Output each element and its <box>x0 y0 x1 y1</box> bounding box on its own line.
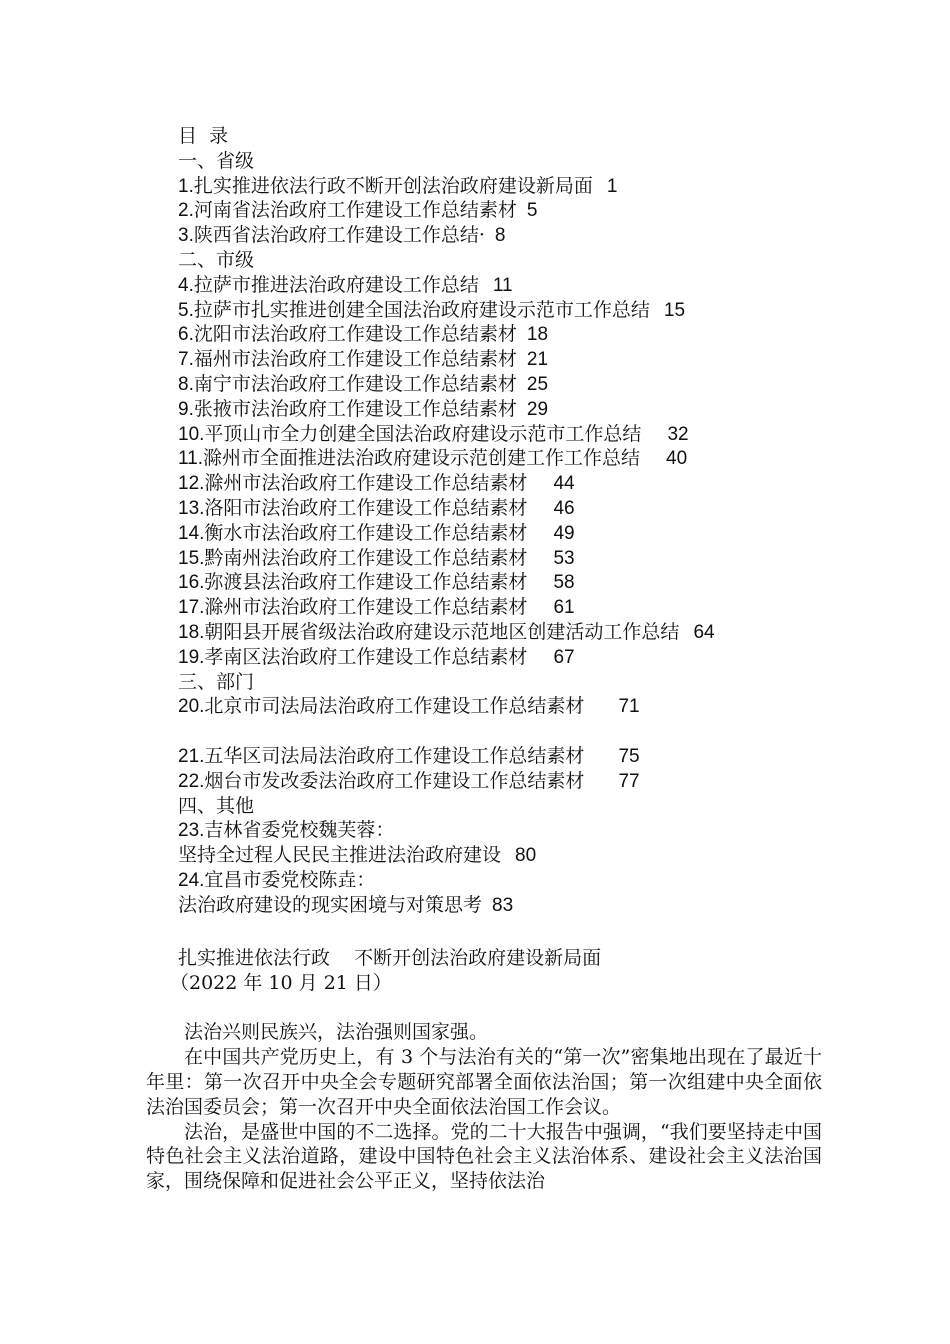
article-title: 扎实推进依法行政 不断开创法治政府建设新局面 <box>178 947 602 969</box>
toc-entry[interactable] <box>178 298 838 323</box>
toc-entry-title: 扎实推进依法行政不断开创法治政府建设新局面 <box>193 174 593 197</box>
toc-entry-title: 滁州市法治政府工作建设工作总结素材 <box>204 596 528 619</box>
toc-entry-number: 19. <box>178 646 205 668</box>
article-body <box>146 946 822 1194</box>
toc-entry-number: 16. <box>178 572 205 594</box>
toc-entry[interactable] <box>178 645 838 670</box>
toc-entry-page: 32 <box>667 423 689 445</box>
toc-entry-page: 75 <box>618 745 640 767</box>
toc-entry[interactable] <box>178 521 838 546</box>
toc-entry-title: 陕西省法治政府工作建设工作总结· <box>193 224 485 247</box>
toc-entry-title: 衡水市法治政府工作建设工作总结素材 <box>204 521 528 544</box>
toc-entry[interactable] <box>178 471 838 496</box>
toc-entry-number: 3. <box>178 225 194 247</box>
toc-entry-title: 拉萨市扎实推进创建全国法治政府建设示范市工作总结 <box>193 298 650 321</box>
toc-section-heading: 二、市级 <box>178 248 255 271</box>
toc-entry[interactable] <box>178 273 838 298</box>
toc-entry-page: 15 <box>663 299 686 321</box>
toc-entry-title: 滁州市全面推进法治政府建设示范创建工作工作总结 <box>203 447 641 470</box>
toc-section-heading: 四、其他 <box>178 794 255 817</box>
toc-entry-title: 北京市司法局法治政府工作建设工作总结素材 <box>204 695 585 718</box>
toc-entry-page: 11 <box>492 274 513 296</box>
toc-entry[interactable] <box>178 174 838 199</box>
toc-entry-page: 61 <box>553 597 575 619</box>
paragraph: 法治，是盛世中国的不二选择。党的二十大报告中强调，“我们要坚持走中国特色社会主义法治道路，建设中国特色社会主义法治体系、建设社会主义法治国家，围绕保障和促进社会公平正义，坚持依法治 <box>146 1120 822 1193</box>
toc-entry-title: 洛阳市法治政府工作建设工作总结素材 <box>204 496 528 519</box>
toc-entry[interactable] <box>178 496 838 521</box>
toc-entry[interactable] <box>178 620 838 645</box>
toc-entry-number: 21. <box>178 745 205 767</box>
toc-entry-page: 58 <box>553 572 575 594</box>
toc-entry[interactable] <box>178 595 838 620</box>
toc-entry[interactable] <box>178 397 838 422</box>
toc-entry-page: 44 <box>553 473 575 495</box>
toc-entry-page: 77 <box>618 770 640 792</box>
toc-entry-title: 南宁市法治政府工作建设工作总结素材 <box>193 372 517 395</box>
toc-entry-subtitle[interactable] <box>178 843 838 868</box>
toc-entry-subtitle-text: 坚持全过程人民民主推进法治政府建设 <box>178 844 502 867</box>
toc-entry[interactable] <box>178 446 838 471</box>
toc-entry-page: 46 <box>553 497 575 519</box>
toc-entry-subtitle[interactable] <box>178 893 838 918</box>
toc-entry-number: 8. <box>178 373 194 395</box>
toc-entry-number: 15. <box>178 547 205 569</box>
toc-entry-number: 5. <box>178 299 194 321</box>
toc-entry[interactable] <box>178 546 838 571</box>
toc-entry-title: 平顶山市全力创建全国法治政府建设示范市工作总结 <box>204 422 642 445</box>
toc-entry-number: 2. <box>178 200 194 222</box>
paragraph: 法治兴则民族兴，法治强则国家强。 <box>184 1021 489 1044</box>
toc-entry-number: 17. <box>178 597 205 619</box>
toc-entry-page: 5 <box>526 200 538 222</box>
toc-entry[interactable] <box>178 570 838 595</box>
toc-entry-number: 6. <box>178 324 194 346</box>
toc-entry-title: 拉萨市推进法治政府建设工作总结 <box>193 273 479 296</box>
toc-section-heading: 三、部门 <box>178 670 255 693</box>
toc-entry-number: 18. <box>178 621 205 643</box>
toc-entry-number: 13. <box>178 497 205 519</box>
toc-entry-number: 23. <box>178 820 205 842</box>
toc-entry-title: 河南省法治政府工作建设工作总结素材 <box>193 199 517 222</box>
toc-entry-title: 弥渡县法治政府工作建设工作总结素材 <box>204 571 528 594</box>
article-date: （2022 年 10 月 21 日） <box>170 971 392 994</box>
toc-blank-line <box>178 719 838 744</box>
toc-entry[interactable] <box>178 347 838 372</box>
toc-entry[interactable] <box>178 198 838 223</box>
toc-entry[interactable] <box>178 868 838 893</box>
toc-entry-number: 12. <box>178 473 205 495</box>
toc-entry-page: 40 <box>666 448 688 470</box>
toc-entry-number: 24. <box>178 869 205 891</box>
toc-entry[interactable] <box>178 372 838 397</box>
toc-entry-page: 53 <box>553 547 575 569</box>
toc-entry-page: 80 <box>515 845 537 867</box>
toc-entry-page: 8 <box>494 225 506 247</box>
toc-entry-number: 4. <box>178 274 194 296</box>
toc-entry-number: 1. <box>178 175 194 197</box>
toc-entry-page: 71 <box>618 696 640 718</box>
toc-entry-title: 滁州市法治政府工作建设工作总结素材 <box>204 472 528 495</box>
toc-entry-title: 烟台市发改委法治政府工作建设工作总结素材 <box>204 769 585 792</box>
toc-entry-title: 吉林省委党校魏芙蓉： <box>204 819 395 842</box>
toc-entry[interactable] <box>178 694 838 719</box>
toc-entry[interactable] <box>178 818 838 843</box>
toc-entry-title: 朝阳县开展省级法治政府建设示范地区创建活动工作总结 <box>204 620 680 643</box>
toc-entry-number: 22. <box>178 770 205 792</box>
toc-entry-title: 张掖市法治政府工作建设工作总结素材 <box>193 397 517 420</box>
toc-entry-number: 9. <box>178 398 194 420</box>
toc-entry-title: 沈阳市法治政府工作建设工作总结素材 <box>193 323 517 346</box>
toc-title: 目 录 <box>178 125 229 147</box>
blank-line <box>146 996 822 1021</box>
toc-entry-number: 7. <box>178 349 194 371</box>
toc-entry-page: 83 <box>492 894 514 916</box>
toc-entry-title: 黔南州法治政府工作建设工作总结素材 <box>204 546 528 569</box>
toc-entry-page: 25 <box>526 373 549 395</box>
toc-entry[interactable] <box>178 744 838 769</box>
toc-section-heading: 一、省级 <box>178 149 255 172</box>
toc-entry-page: 21 <box>526 349 549 371</box>
toc-entry-page: 29 <box>526 398 549 420</box>
toc-entry-title: 福州市法治政府工作建设工作总结素材 <box>193 348 517 371</box>
toc-entry[interactable] <box>178 322 838 347</box>
table-of-contents <box>178 124 838 918</box>
toc-entry-number: 14. <box>178 522 205 544</box>
toc-entry-number: 11. <box>178 448 204 470</box>
toc-entry-title: 宜昌市委党校陈垚： <box>204 868 376 891</box>
toc-entry[interactable] <box>178 769 838 794</box>
toc-entry-title: 五华区司法局法治政府工作建设工作总结素材 <box>204 744 585 767</box>
toc-entry[interactable] <box>178 422 838 447</box>
toc-entry-number: 20. <box>178 696 205 718</box>
toc-entry-page: 49 <box>553 522 575 544</box>
toc-entry-page: 67 <box>553 646 575 668</box>
paragraph: 在中国共产党历史上，有 3 个与法治有关的“第一次”密集地出现在了最近十年里：第一次召开中央全会专题研究部署全面依法治国；第一次组建中央全面依法治国委员会；第一次召开中央全面依法治国工作会议。 <box>146 1046 822 1118</box>
toc-entry-title: 孝南区法治政府工作建设工作总结素材 <box>204 645 528 668</box>
toc-entry[interactable] <box>178 223 838 248</box>
toc-entry-subtitle-text: 法治政府建设的现实困境与对策思考 <box>178 893 483 916</box>
toc-entry-number: 10. <box>178 423 205 445</box>
toc-entry-page: 1 <box>606 175 618 197</box>
toc-entry-page: 18 <box>526 324 549 346</box>
toc-entry-page: 64 <box>693 621 715 643</box>
